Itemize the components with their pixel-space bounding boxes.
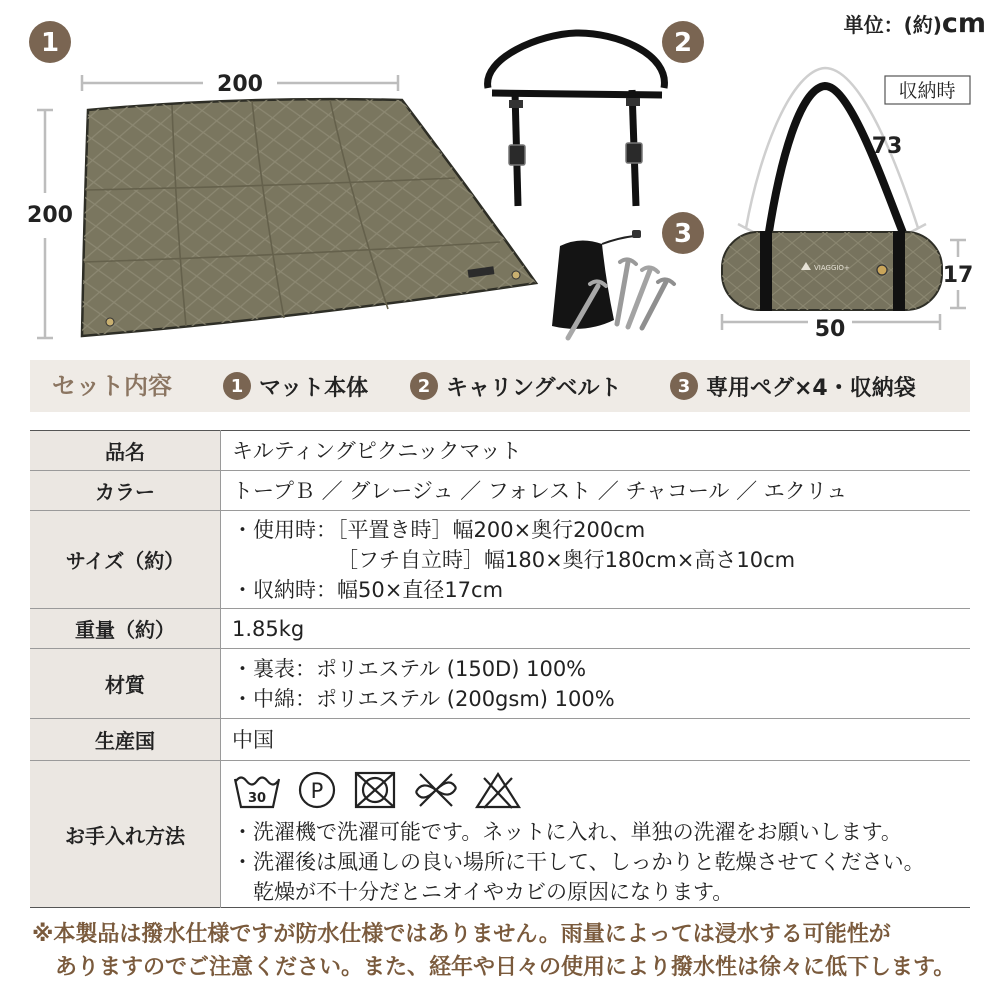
set-item-number: 3 [670, 372, 698, 400]
set-item-belt [410, 360, 622, 412]
mat-width-dimension [82, 72, 398, 97]
spec-label: 品名 [30, 431, 221, 471]
spec-label: 材質 [30, 649, 221, 719]
brand-logo-text: VIAGGIO+ [814, 264, 850, 272]
figure-number-1-text: 1 [40, 28, 60, 58]
spec-row-care [30, 761, 970, 908]
set-item-number: 2 [410, 372, 438, 400]
set-item-number: 1 [223, 372, 251, 400]
spec-table [30, 430, 970, 908]
unit-label-text: 単位：(約) [843, 13, 942, 37]
spec-value-line: 中国 [232, 727, 274, 752]
picnic-mat-illustration [82, 99, 536, 336]
set-item-label: マット本体 [259, 375, 369, 401]
spec-row-material [30, 649, 970, 719]
set-item-label: 専用ペグ×4・収納袋 [706, 375, 916, 401]
spec-row-product-name [30, 431, 970, 471]
mat-depth-label: 200 [27, 203, 73, 228]
carrying-belt-illustration [488, 33, 665, 206]
figure-number-3-text: 3 [673, 219, 693, 249]
figure-number-2-text: 2 [673, 28, 693, 58]
care-instruction-line: 乾燥が不十分だとニオイやカビの原因になります。 [253, 880, 734, 904]
set-item-mat [223, 360, 368, 412]
spec-value [221, 649, 971, 719]
wash-30-icon [232, 770, 282, 810]
stored-height-dimension [943, 240, 974, 308]
dryclean-p-icon [296, 770, 338, 810]
notice-line-2: ありますのでご注意ください。また、経年や日々の使用により撥水性は徐々に低下します。 [55, 955, 956, 980]
spec-value [221, 471, 971, 511]
spec-row-color [30, 471, 970, 511]
spec-row-size [30, 511, 970, 609]
set-item-label: キャリングベルト [446, 375, 622, 401]
set-item-pegs [670, 360, 916, 412]
spec-row-origin [30, 719, 970, 761]
no-bleach-icon [474, 770, 522, 810]
spec-value-line: キルティングピクニックマット [232, 438, 522, 463]
spec-value [221, 511, 971, 609]
storage-bag-and-pegs-illustration [552, 230, 674, 338]
spec-label: お手入れ方法 [30, 761, 221, 908]
unit-label-cm: cm [941, 8, 986, 39]
stored-badge [885, 76, 970, 104]
spec-label: サイズ（約） [30, 511, 221, 609]
spec-value-line: ・中綿：ポリエステル (200gsm) 100% [232, 686, 615, 711]
mat-depth-dimension [27, 110, 73, 338]
figure-number-3 [662, 212, 704, 254]
spec-value-line: トープＢ ／ グレージュ ／ フォレスト ／ チャコール ／ エクリュ [232, 478, 848, 503]
spec-value [221, 761, 971, 908]
spec-value [221, 719, 971, 761]
strap-length-label: 73 [871, 134, 903, 159]
spec-value-line: ・使用時：［平置き時］幅200×奥行200cm [232, 517, 646, 542]
figure-number-1 [29, 21, 71, 63]
no-wring-icon [412, 770, 460, 810]
dryclean-letter: P [310, 779, 324, 803]
spec-value-line: ・裏表：ポリエステル (150D) 100% [232, 656, 587, 681]
stored-width-dimension [722, 314, 940, 342]
spec-label: 生産国 [30, 719, 221, 761]
stored-width-label: 50 [814, 317, 846, 342]
notice-line-1: ※本製品は撥水仕様ですが防水仕様ではありません。雨量によっては浸水する可能性が [32, 922, 891, 947]
spec-value [221, 431, 971, 471]
spec-value-line: ・収納時：幅50×直径17cm [232, 577, 504, 602]
spec-row-weight [30, 609, 970, 649]
care-instruction-line: ・洗濯後は風通しの良い場所に干して、しっかりと乾燥させてください。 [232, 850, 925, 874]
spec-value [221, 609, 971, 649]
stored-height-label: 17 [942, 263, 974, 288]
stored-badge-text: 収納時 [898, 80, 956, 102]
spec-label: 重量（約） [30, 609, 221, 649]
spec-label: カラー [30, 471, 221, 511]
spec-value-line: ［フチ自立時］幅180×奥行180cm×高さ10cm [337, 547, 796, 572]
mat-width-label: 200 [217, 72, 263, 97]
care-instruction-line: ・洗濯機で洗濯可能です。ネットに入れ、単独の洗濯をお願いします。 [232, 820, 902, 844]
product-figures [0, 0, 1000, 352]
set-contents-band [30, 360, 970, 412]
set-contents-heading: セット内容 [52, 372, 172, 400]
no-tumble-dry-icon [352, 770, 398, 810]
figure-number-2 [662, 21, 704, 63]
care-icons [232, 767, 970, 813]
wash-temp-text: 30 [247, 791, 267, 806]
spec-value-line: 1.85kg [232, 616, 305, 641]
